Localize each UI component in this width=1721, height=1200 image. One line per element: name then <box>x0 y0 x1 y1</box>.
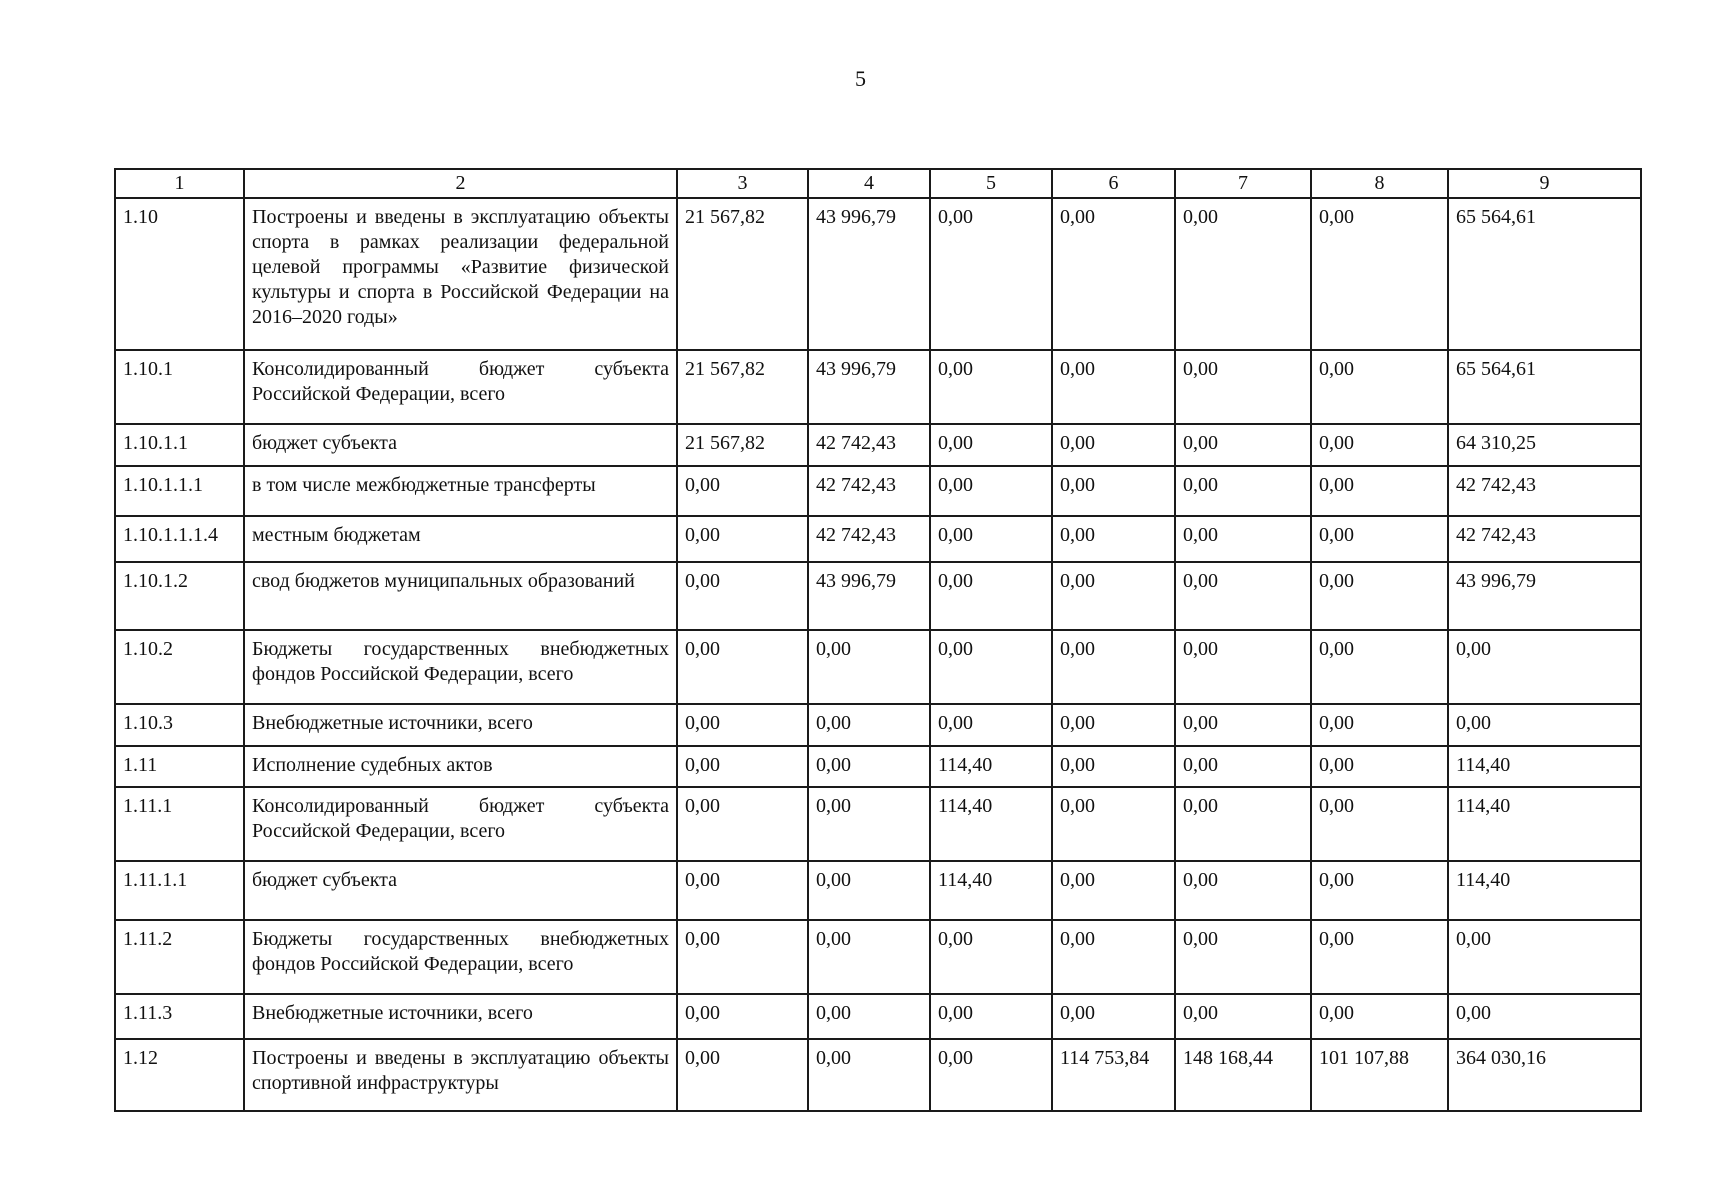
table-body <box>115 198 1641 1111</box>
value-cell: 114,40 <box>930 746 1052 787</box>
value-cell: 364 030,16 <box>1448 1039 1641 1111</box>
value-cell: 43 996,79 <box>1448 562 1641 630</box>
value-cell: 42 742,43 <box>1448 466 1641 516</box>
row-code: 1.10.1.1.1 <box>115 466 244 516</box>
value-cell: 21 567,82 <box>677 350 808 424</box>
value-cell: 101 107,88 <box>1311 1039 1448 1111</box>
row-description: местным бюджетам <box>244 516 677 562</box>
value-cell: 0,00 <box>677 704 808 746</box>
row-description: Построены и введены в эксплуатацию объекты спортивной инфраструктуры <box>244 1039 677 1111</box>
table-row <box>115 630 1641 704</box>
value-cell: 0,00 <box>677 861 808 920</box>
value-cell: 114,40 <box>1448 746 1641 787</box>
value-cell: 0,00 <box>1052 704 1175 746</box>
value-cell: 0,00 <box>1052 787 1175 861</box>
value-cell: 0,00 <box>1052 516 1175 562</box>
value-cell: 42 742,43 <box>808 516 930 562</box>
table-row <box>115 920 1641 994</box>
value-cell: 42 742,43 <box>808 424 930 466</box>
value-cell: 0,00 <box>930 994 1052 1039</box>
table-row <box>115 994 1641 1039</box>
value-cell: 0,00 <box>677 630 808 704</box>
value-cell: 114,40 <box>930 861 1052 920</box>
value-cell: 0,00 <box>930 198 1052 350</box>
column-header: 7 <box>1175 169 1311 198</box>
value-cell: 0,00 <box>808 920 930 994</box>
value-cell: 114 753,84 <box>1052 1039 1175 1111</box>
row-description: бюджет субъекта <box>244 861 677 920</box>
column-header: 5 <box>930 169 1052 198</box>
value-cell: 0,00 <box>1175 630 1311 704</box>
value-cell: 43 996,79 <box>808 350 930 424</box>
value-cell: 0,00 <box>1052 466 1175 516</box>
value-cell: 0,00 <box>1175 350 1311 424</box>
value-cell: 0,00 <box>677 516 808 562</box>
column-header: 6 <box>1052 169 1175 198</box>
row-description: Построены и введены в эксплуатацию объекты спорта в рамках реализации федеральной целевой программы «Развитие физической культуры и спорта в Российской Федерации на 2016–2020 годы» <box>244 198 677 350</box>
value-cell: 0,00 <box>677 994 808 1039</box>
value-cell: 65 564,61 <box>1448 350 1641 424</box>
row-code: 1.12 <box>115 1039 244 1111</box>
row-code: 1.10.1.2 <box>115 562 244 630</box>
page-number: 5 <box>855 66 866 91</box>
value-cell: 0,00 <box>1175 787 1311 861</box>
row-description: свод бюджетов муниципальных образований <box>244 562 677 630</box>
row-description: Консолидированный бюджет субъекта Российской Федерации, всего <box>244 350 677 424</box>
value-cell: 0,00 <box>930 630 1052 704</box>
value-cell: 42 742,43 <box>808 466 930 516</box>
value-cell: 0,00 <box>677 1039 808 1111</box>
value-cell: 0,00 <box>1448 994 1641 1039</box>
value-cell: 0,00 <box>1052 920 1175 994</box>
value-cell: 0,00 <box>808 1039 930 1111</box>
value-cell: 0,00 <box>1311 920 1448 994</box>
table-row <box>115 562 1641 630</box>
table-row <box>115 466 1641 516</box>
column-header: 2 <box>244 169 677 198</box>
budget-table <box>114 168 1642 1112</box>
value-cell: 64 310,25 <box>1448 424 1641 466</box>
value-cell: 0,00 <box>1311 198 1448 350</box>
row-description: Бюджеты государственных внебюджетных фондов Российской Федерации, всего <box>244 920 677 994</box>
value-cell: 43 996,79 <box>808 198 930 350</box>
row-description: Бюджеты государственных внебюджетных фондов Российской Федерации, всего <box>244 630 677 704</box>
column-header: 3 <box>677 169 808 198</box>
value-cell: 0,00 <box>808 994 930 1039</box>
value-cell: 0,00 <box>1311 516 1448 562</box>
row-description: Исполнение судебных актов <box>244 746 677 787</box>
table-row <box>115 861 1641 920</box>
table-row <box>115 198 1641 350</box>
value-cell: 0,00 <box>1175 424 1311 466</box>
value-cell: 0,00 <box>930 1039 1052 1111</box>
value-cell: 0,00 <box>930 562 1052 630</box>
value-cell: 0,00 <box>1311 994 1448 1039</box>
value-cell: 114,40 <box>930 787 1052 861</box>
value-cell: 0,00 <box>1052 994 1175 1039</box>
value-cell: 0,00 <box>677 466 808 516</box>
value-cell: 43 996,79 <box>808 562 930 630</box>
value-cell: 0,00 <box>1052 746 1175 787</box>
value-cell: 0,00 <box>1311 787 1448 861</box>
value-cell: 0,00 <box>1052 424 1175 466</box>
value-cell: 0,00 <box>1175 562 1311 630</box>
value-cell: 0,00 <box>808 861 930 920</box>
value-cell: 42 742,43 <box>1448 516 1641 562</box>
row-description: в том числе межбюджетные трансферты <box>244 466 677 516</box>
column-header: 9 <box>1448 169 1641 198</box>
value-cell: 0,00 <box>1052 562 1175 630</box>
value-cell: 0,00 <box>930 516 1052 562</box>
value-cell: 0,00 <box>1052 861 1175 920</box>
value-cell: 0,00 <box>1311 424 1448 466</box>
value-cell: 0,00 <box>1448 704 1641 746</box>
row-code: 1.10.2 <box>115 630 244 704</box>
value-cell: 0,00 <box>1311 861 1448 920</box>
value-cell: 0,00 <box>1052 198 1175 350</box>
column-number-row <box>115 169 1641 198</box>
row-code: 1.10.1.1 <box>115 424 244 466</box>
value-cell: 0,00 <box>1311 746 1448 787</box>
value-cell: 0,00 <box>1175 198 1311 350</box>
value-cell: 0,00 <box>1311 350 1448 424</box>
column-header: 8 <box>1311 169 1448 198</box>
value-cell: 21 567,82 <box>677 424 808 466</box>
row-description: бюджет субъекта <box>244 424 677 466</box>
value-cell: 65 564,61 <box>1448 198 1641 350</box>
value-cell: 114,40 <box>1448 861 1641 920</box>
table-row <box>115 516 1641 562</box>
value-cell: 0,00 <box>1448 630 1641 704</box>
value-cell: 0,00 <box>1175 466 1311 516</box>
value-cell: 0,00 <box>1175 920 1311 994</box>
table-row <box>115 787 1641 861</box>
table-row <box>115 704 1641 746</box>
value-cell: 0,00 <box>930 350 1052 424</box>
row-code: 1.10 <box>115 198 244 350</box>
value-cell: 0,00 <box>677 562 808 630</box>
table-row <box>115 424 1641 466</box>
column-header: 1 <box>115 169 244 198</box>
value-cell: 0,00 <box>1448 920 1641 994</box>
value-cell: 0,00 <box>677 920 808 994</box>
value-cell: 0,00 <box>1052 350 1175 424</box>
value-cell: 0,00 <box>677 746 808 787</box>
row-code: 1.10.3 <box>115 704 244 746</box>
row-description: Внебюджетные источники, всего <box>244 704 677 746</box>
row-code: 1.10.1.1.1.4 <box>115 516 244 562</box>
row-code: 1.11.1 <box>115 787 244 861</box>
value-cell: 0,00 <box>930 424 1052 466</box>
row-code: 1.11 <box>115 746 244 787</box>
row-code: 1.10.1 <box>115 350 244 424</box>
value-cell: 0,00 <box>677 787 808 861</box>
value-cell: 21 567,82 <box>677 198 808 350</box>
table-row <box>115 746 1641 787</box>
value-cell: 0,00 <box>1311 562 1448 630</box>
value-cell: 0,00 <box>808 787 930 861</box>
row-code: 1.11.3 <box>115 994 244 1039</box>
table-header <box>115 169 1641 198</box>
column-header: 4 <box>808 169 930 198</box>
value-cell: 0,00 <box>1175 516 1311 562</box>
table-row <box>115 1039 1641 1111</box>
value-cell: 0,00 <box>930 704 1052 746</box>
row-code: 1.11.2 <box>115 920 244 994</box>
value-cell: 0,00 <box>1175 746 1311 787</box>
value-cell: 0,00 <box>808 746 930 787</box>
value-cell: 0,00 <box>930 466 1052 516</box>
value-cell: 0,00 <box>1311 704 1448 746</box>
value-cell: 0,00 <box>808 630 930 704</box>
row-code: 1.11.1.1 <box>115 861 244 920</box>
value-cell: 0,00 <box>1311 466 1448 516</box>
value-cell: 0,00 <box>1175 994 1311 1039</box>
value-cell: 0,00 <box>1052 630 1175 704</box>
value-cell: 0,00 <box>930 920 1052 994</box>
value-cell: 0,00 <box>1175 861 1311 920</box>
row-description: Консолидированный бюджет субъекта Российской Федерации, всего <box>244 787 677 861</box>
value-cell: 0,00 <box>1175 704 1311 746</box>
value-cell: 0,00 <box>1311 630 1448 704</box>
table-row <box>115 350 1641 424</box>
row-description: Внебюджетные источники, всего <box>244 994 677 1039</box>
value-cell: 148 168,44 <box>1175 1039 1311 1111</box>
value-cell: 0,00 <box>808 704 930 746</box>
value-cell: 114,40 <box>1448 787 1641 861</box>
